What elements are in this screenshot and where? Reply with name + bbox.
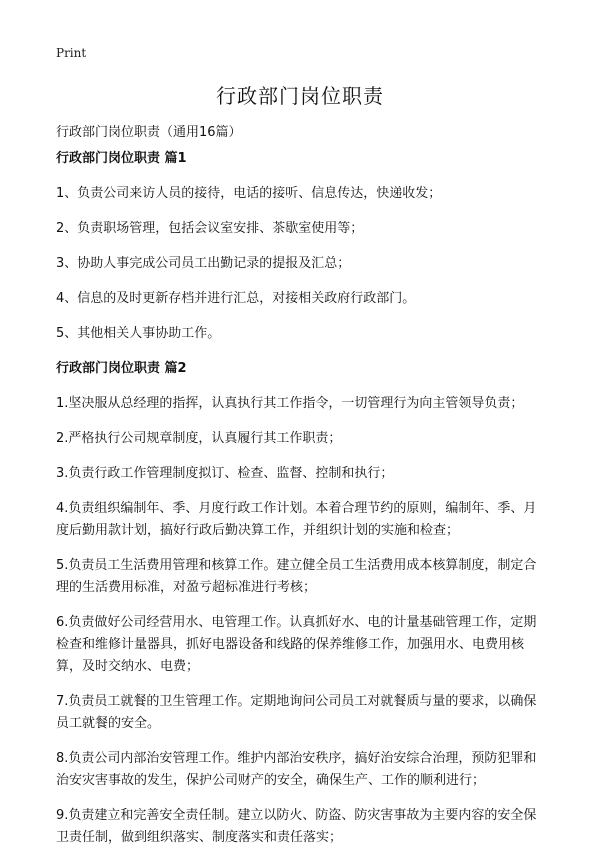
paragraph: 3.负责行政工作管理制度拟订、检查、监督、控制和执行； <box>56 466 394 481</box>
document-subtitle: 行政部门岗位职责（通用16篇） <box>56 125 242 140</box>
paragraph: 2、负责职场管理，包括会议室安排、茶歇室使用等； <box>56 221 364 236</box>
paragraph: 5.负责员工生活费用管理和核算工作。建立健全员工生活费用成本核算制度，制定合理的生活费用标准，对盈亏超标准进行考核； <box>56 558 537 595</box>
paragraph: 2.严格执行公司规章制度，认真履行其工作职责； <box>56 431 342 446</box>
paragraph: 6.负责做好公司经营用水、电管理工作。认真抓好水、电的计量基础管理工作，定期检查和维修计量器具，抓好电器设备和线路的保养维修工作，加强用水、电费用核算，及时交纳水、电费； <box>56 615 537 674</box>
document-title: 行政部门岗位职责 <box>216 84 384 108</box>
print-link[interactable]: Print <box>56 46 87 60</box>
document-body <box>56 148 548 849</box>
paragraph: 7.负责员工就餐的卫生管理工作。定期地询问公司员工对就餐质与量的要求，以确保员工就餐的安全。 <box>56 694 537 731</box>
paragraph: 5、其他相关人事协助工作。 <box>56 326 221 341</box>
paragraph: 9.负责建立和完善安全责任制。建立以防火、防盗、防灾害事故为主要内容的安全保卫责任制，做到组织落实、制度落实和责任落实； <box>56 808 537 845</box>
paragraph: 4.负责组织编制年、季、月度行政工作计划。本着合理节约的原则，编制年、季、月度后勤用款计划，搞好行政后勤决算工作，并组织计划的实施和检查； <box>56 501 537 538</box>
paragraph: 1.坚决服从总经理的指挥，认真执行其工作指令，一切管理行为向主管领导负责； <box>56 396 524 411</box>
paragraph: 8.负责公司内部治安管理工作。维护内部治安秩序，搞好治安综合治理，预防犯罪和治安灾害事故的发生，保护公司财产的安全，确保生产、工作的顺利进行； <box>56 751 537 788</box>
section-heading: 行政部门岗位职责 篇2 <box>56 361 187 376</box>
paragraph: 1、负责公司来访人员的接待，电话的接听、信息传达，快递收发； <box>56 186 442 201</box>
paragraph: 3、协助人事完成公司员工出勤记录的提报及汇总； <box>56 256 351 271</box>
section-heading: 行政部门岗位职责 篇1 <box>56 151 187 166</box>
paragraph: 4、信息的及时更新存档并进行汇总，对接相关政府行政部门。 <box>56 291 416 306</box>
